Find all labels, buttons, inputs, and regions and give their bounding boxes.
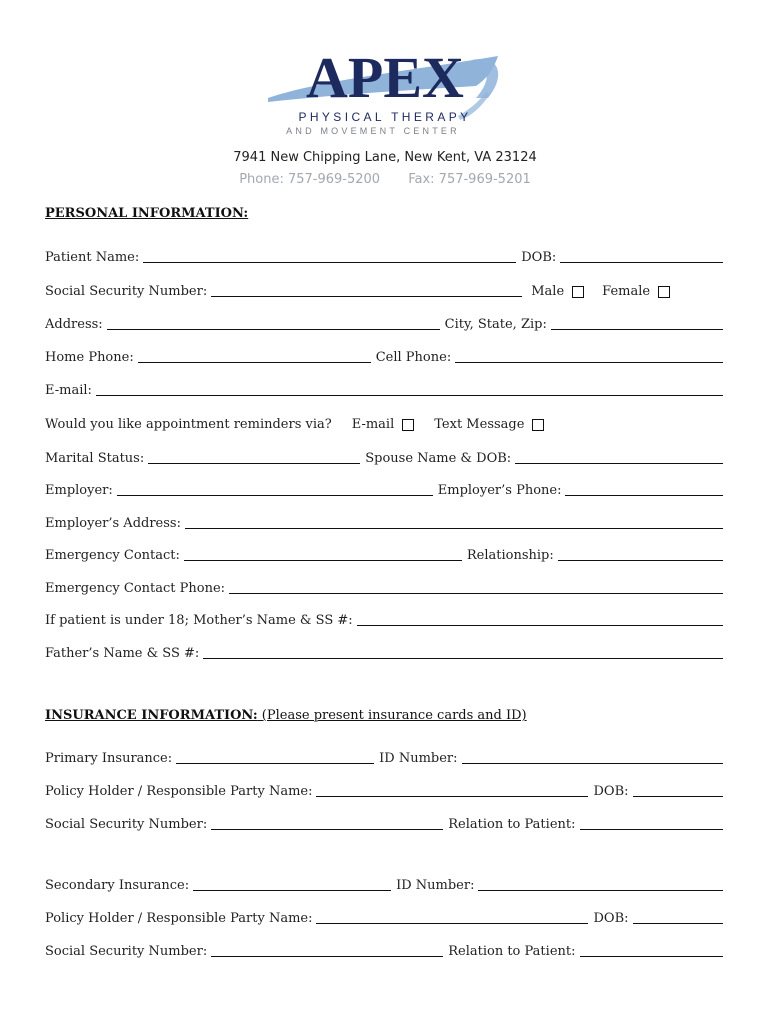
marital-status-field[interactable] — [148, 463, 360, 464]
primary-ssn-field[interactable] — [211, 829, 443, 830]
email-field[interactable] — [96, 395, 723, 396]
row-emergency-contact — [45, 546, 723, 564]
secondary-dob-field[interactable] — [633, 923, 724, 924]
primary-relation-field[interactable] — [580, 829, 724, 830]
reminders-label: Would you like appointment reminders via? — [45, 417, 332, 432]
cell-phone-label: Cell Phone: — [375, 350, 452, 365]
row-marital — [45, 449, 723, 467]
primary-insurance-label: Primary Insurance: — [45, 751, 173, 766]
male-label: Male — [531, 284, 565, 299]
employer-label: Employer: — [45, 483, 113, 498]
clinic-address: 7941 New Chipping Lane, New Kent, VA 23124 — [233, 150, 537, 165]
row-employer-address — [45, 514, 723, 532]
secondary-policy-holder-label: Policy Holder / Responsible Party Name: — [45, 911, 313, 926]
home-phone-label: Home Phone: — [45, 350, 134, 365]
primary-dob-field[interactable] — [633, 796, 724, 797]
row-primary-insurance — [45, 749, 723, 767]
secondary-ssn-field[interactable] — [211, 956, 443, 957]
emergency-contact-field[interactable] — [184, 560, 462, 561]
city-state-zip-field[interactable] — [551, 329, 723, 330]
spouse-label: Spouse Name & DOB: — [365, 451, 512, 466]
row-phones — [45, 348, 723, 366]
clinic-phone: Phone: 757-969-5200 — [239, 172, 381, 187]
dob-field[interactable] — [560, 262, 723, 263]
female-checkbox[interactable] — [658, 286, 670, 298]
mother-field[interactable] — [357, 625, 723, 626]
row-ssn-gender — [45, 282, 723, 300]
secondary-dob-label: DOB: — [593, 911, 629, 926]
secondary-relation-label: Relation to Patient: — [448, 944, 576, 959]
secondary-id-label: ID Number: — [396, 878, 475, 893]
row-secondary-insurance — [45, 876, 723, 894]
insurance-note: (Please present insurance cards and ID) — [257, 708, 527, 723]
row-primary-policy-holder — [45, 782, 723, 800]
cell-phone-field[interactable] — [455, 362, 723, 363]
clinic-fax: Fax: 757-969-5201 — [408, 172, 531, 187]
employer-phone-field[interactable] — [565, 495, 723, 496]
mother-label: If patient is under 18; Mother’s Name & SS #: — [45, 613, 353, 628]
address-field[interactable] — [107, 329, 440, 330]
address-label: Address: — [45, 317, 103, 332]
secondary-insurance-label: Secondary Insurance: — [45, 878, 190, 893]
primary-policy-holder-label: Policy Holder / Responsible Party Name: — [45, 784, 313, 799]
row-patient-name — [45, 248, 723, 266]
emergency-contact-label: Emergency Contact: — [45, 548, 180, 563]
logo-subtitle: PHYSICAL THERAPY — [298, 110, 472, 124]
spouse-field[interactable] — [515, 463, 723, 464]
ssn-label: Social Security Number: — [45, 284, 208, 299]
primary-relation-label: Relation to Patient: — [448, 817, 576, 832]
emergency-phone-field[interactable] — [229, 593, 723, 594]
primary-policy-holder-field[interactable] — [316, 796, 588, 797]
employer-address-label: Employer’s Address: — [45, 516, 181, 531]
primary-dob-label: DOB: — [593, 784, 629, 799]
email-label: E-mail: — [45, 383, 92, 398]
emergency-phone-label: Emergency Contact Phone: — [45, 581, 226, 596]
marital-status-label: Marital Status: — [45, 451, 145, 466]
insurance-info-heading — [45, 708, 527, 723]
relationship-label: Relationship: — [466, 548, 554, 563]
reminder-text-checkbox[interactable] — [532, 419, 544, 431]
employer-phone-label: Employer’s Phone: — [437, 483, 562, 498]
row-primary-ssn — [45, 815, 723, 833]
father-field[interactable] — [203, 658, 723, 659]
employer-field[interactable] — [117, 495, 433, 496]
home-phone-field[interactable] — [138, 362, 371, 363]
row-email — [45, 381, 723, 399]
primary-insurance-field[interactable] — [176, 763, 374, 764]
secondary-policy-holder-field[interactable] — [316, 923, 588, 924]
female-label: Female — [602, 284, 651, 299]
clinic-contact — [0, 172, 770, 187]
row-secondary-policy-holder — [45, 909, 723, 927]
employer-address-field[interactable] — [185, 528, 723, 529]
row-father — [45, 644, 723, 662]
relationship-field[interactable] — [558, 560, 723, 561]
secondary-id-field[interactable] — [478, 890, 723, 891]
city-state-zip-label: City, State, Zip: — [444, 317, 547, 332]
logo-wordmark: APEX — [306, 45, 464, 110]
row-reminders — [45, 415, 723, 433]
row-address — [45, 315, 723, 333]
logo-tagline: AND MOVEMENT CENTER — [286, 126, 460, 136]
row-employer — [45, 481, 723, 499]
row-emergency-phone — [45, 579, 723, 597]
dob-label: DOB: — [521, 250, 557, 265]
primary-id-field[interactable] — [462, 763, 723, 764]
primary-id-label: ID Number: — [379, 751, 458, 766]
patient-name-field[interactable] — [143, 262, 516, 263]
primary-ssn-label: Social Security Number: — [45, 817, 208, 832]
secondary-insurance-field[interactable] — [193, 890, 391, 891]
row-secondary-ssn — [45, 942, 723, 960]
father-label: Father’s Name & SS #: — [45, 646, 200, 661]
male-checkbox[interactable] — [572, 286, 584, 298]
ssn-field[interactable] — [211, 296, 522, 297]
patient-name-label: Patient Name: — [45, 250, 140, 265]
secondary-relation-field[interactable] — [580, 956, 724, 957]
secondary-ssn-label: Social Security Number: — [45, 944, 208, 959]
reminder-email-label: E-mail — [351, 417, 395, 432]
reminder-email-checkbox[interactable] — [402, 419, 414, 431]
apex-logo — [262, 46, 508, 142]
reminder-text-label: Text Message — [434, 417, 525, 432]
row-mother — [45, 611, 723, 629]
personal-info-heading: PERSONAL INFORMATION: — [45, 206, 249, 221]
insurance-heading-text: INSURANCE INFORMATION: — [45, 708, 258, 723]
